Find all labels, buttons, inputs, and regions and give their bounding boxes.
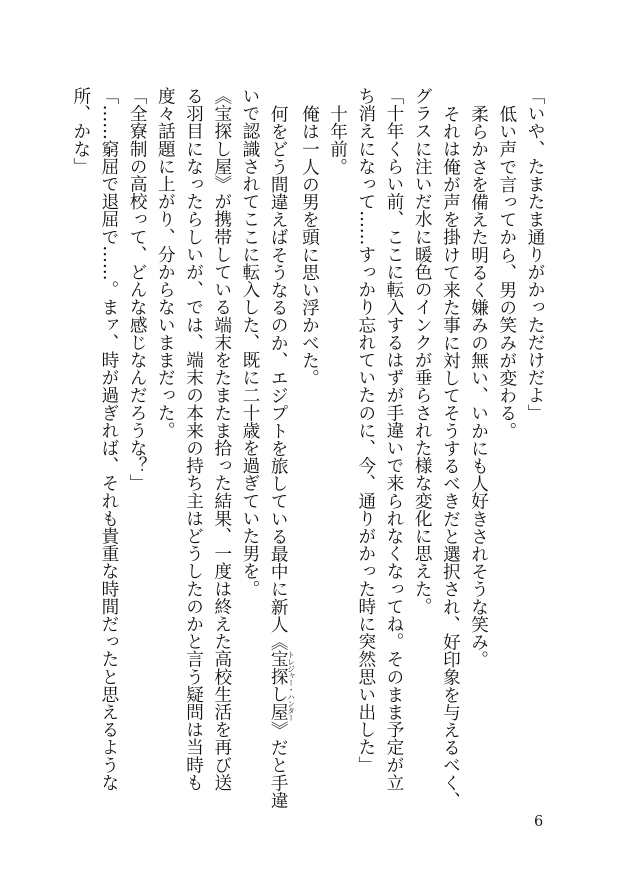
text-segment: 》だと手違 <box>268 720 289 809</box>
ruby-treasure-hunter: 宝探し屋トレジャー・ハンター <box>268 650 296 721</box>
page-number: 6 <box>534 814 544 830</box>
text-segment: 所、かな」 <box>70 87 91 175</box>
text-segment: 俺は一人の男を頭に思い浮かべた。 <box>299 104 320 387</box>
text-line <box>264 87 296 809</box>
text-line <box>436 87 464 809</box>
text-segment: 「全寮制の高校って、どんな感じなんだろうな？」 <box>127 87 148 492</box>
text-line <box>67 87 95 795</box>
text-segment: 低い声で言ってから、男の笑みが変わる。 <box>496 104 517 439</box>
text-line <box>323 87 351 795</box>
text-line <box>408 87 436 795</box>
text-segment: 「いや、たまたま通りがかっただけだよ」 <box>525 87 545 422</box>
text-line <box>464 87 492 795</box>
text-line <box>380 87 408 795</box>
text-segment: 柔らかさを備えた明るく嫌みの無い、いかにも人好きされそうな笑み。 <box>468 104 489 668</box>
ruby-text: トレジャー・ハンター <box>286 650 296 721</box>
text-line <box>295 87 323 795</box>
text-segment: 「……窮屈で退屈で……。まァ、時が過ぎれば、それも貴重な時間だったと思えるような <box>98 87 119 791</box>
text-line <box>521 87 549 795</box>
text-segment: グラスに注いだ水に暖色のインクが垂らされた様な変化に思えた。 <box>412 87 433 615</box>
text-line <box>208 87 236 795</box>
text-segment: る羽目になったらしいが、では、端末の本来の持ち主はどうしたのかと言う疑問は当時も <box>183 87 204 791</box>
text-segment: それは俺が声を掛けて来た事に対してそうするべきだと選択され、好印象を与えるべく、 <box>440 104 461 809</box>
text-segment: ち消えになって……すっかり忘れていたのに、今、通りがかった時に突然思い出した」 <box>355 87 376 774</box>
text-line <box>123 87 151 795</box>
text-line <box>151 87 179 795</box>
text-segment: 度々話題に上がり、分からないままだった。 <box>155 87 176 439</box>
text-segment: 「十年くらい前、ここに転入するはずが手違いで来られなくなってね。そのまま予定が立 <box>383 87 404 791</box>
vertical-text-area <box>67 87 549 809</box>
text-line <box>95 87 123 795</box>
text-segment: いで認識されてここに転入した、既に二十歳を過ぎていた男を。 <box>239 87 260 598</box>
text-line <box>179 87 207 795</box>
text-line <box>352 87 380 795</box>
text-segment: 十年前。 <box>327 104 348 175</box>
text-line <box>236 87 264 795</box>
text-line <box>493 87 521 795</box>
text-segment: 何をどう間違えばそうなるのか、エジプトを旅している最中に新人《 <box>268 104 289 651</box>
text-segment: 《宝探し屋》が携帯している端末をたまたま拾った結果、一度は終えた高校生活を再び送 <box>211 87 232 791</box>
